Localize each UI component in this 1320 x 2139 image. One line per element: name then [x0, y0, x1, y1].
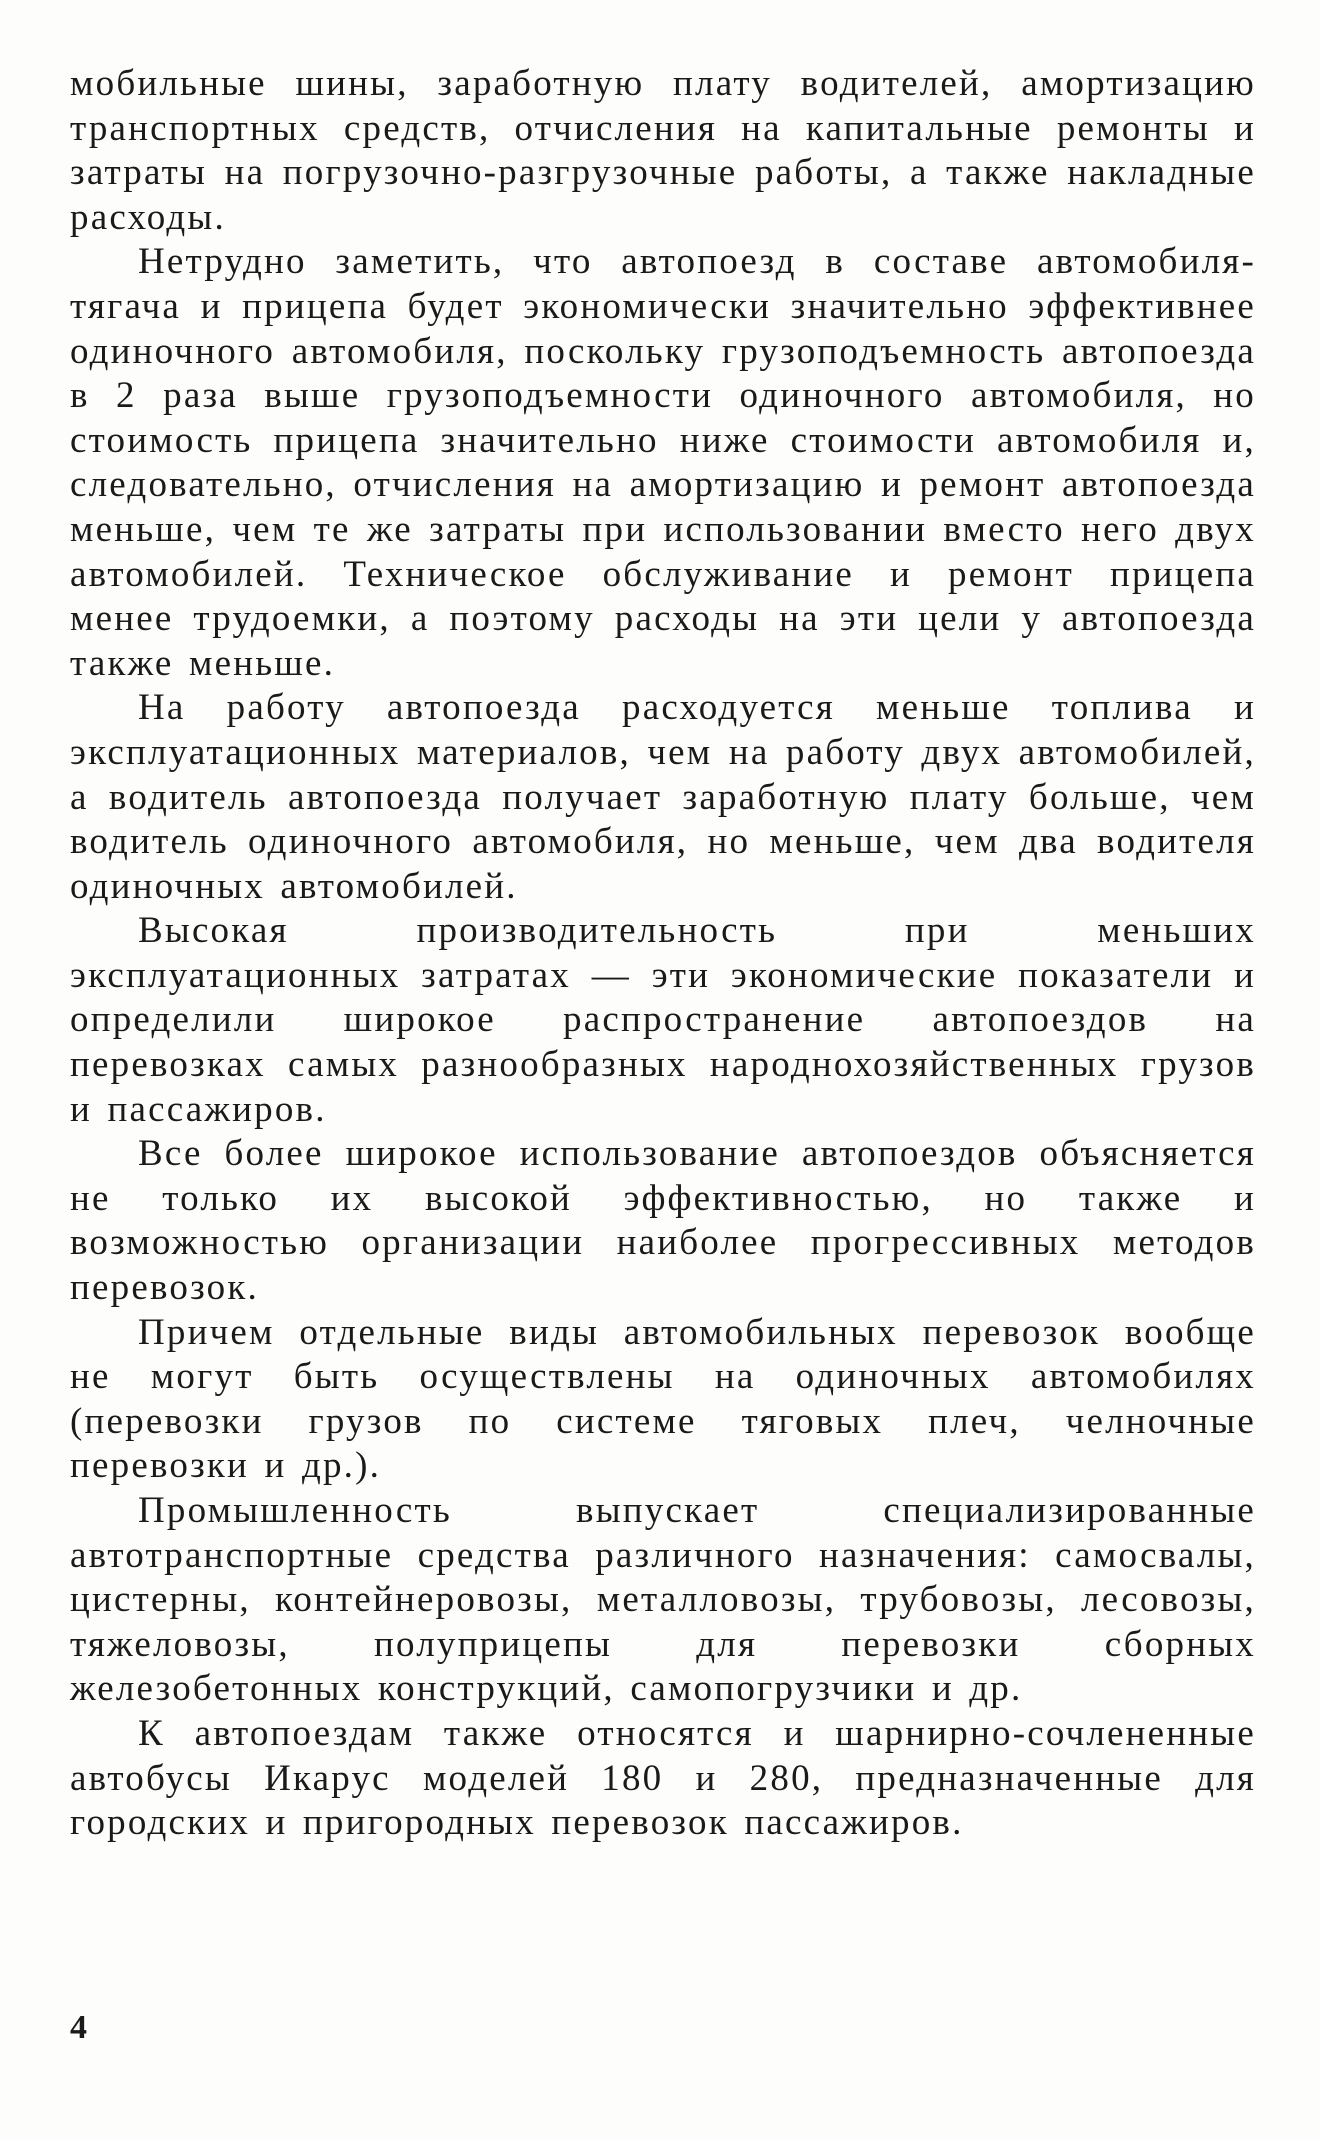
paragraph-4: Высокая производительность при меньших эксплуатационных затратах — эти экономические показатели и определили широкое распространение автопоездов на перевозках самых разнообразных народнохозяйственных грузов и пассажиров. — [70, 910, 1256, 1130]
paragraph-5: Все более широкое использование автопоездов объясняется не только их высокой эффективностью, но также и возможностью организации наиболее прогрессивных методов перевозок. — [70, 1133, 1256, 1309]
page-number: 4 — [70, 2009, 87, 2046]
paragraph-7: Промышленность выпускает специализированные автотранспортные средства различного назначения: самосвалы, цистерны, контейнеровозы, металловозы, трубовозы, лесовозы, тяжеловозы, полуприцепы для перевозки сборных железобетонных конструкций, самопогрузчики и др. — [70, 1490, 1256, 1710]
paragraph-1: мобильные шины, заработную плату водителей, амортизацию транспортных средств, отчисления на капитальные ремонты и затраты на погрузочно-разгрузочные работы, а также накладные расходы. — [70, 63, 1256, 238]
paragraph-3: На работу автопоезда расходуется меньше топлива и эксплуатационных материалов, чем на работу двух автомобилей, а водитель автопоезда получает заработную плату больше, чем водитель одиночного автомобиля, но меньше, чем два водителя одиночных автомобилей. — [70, 687, 1256, 907]
paragraph-2: Нетрудно заметить, что автопоезд в составе автомобиля-тягача и прицепа будет экономически значительно эффективнее одиночного автомобиля, поскольку грузоподъемность автопоезда в 2 раза выше грузоподъемности одиночного автомобиля, но стоимость прицепа значительно ниже стоимости автомобиля и, следовательно, отчисления на амортизацию и ремонт автопоезда меньше, чем те же затраты при использовании вместо него двух автомобилей. Техническое обслуживание и ремонт прицепа менее трудоемки, а поэтому расходы на эти цели у автопоезда также меньше. — [70, 241, 1256, 684]
paragraph-8: К автопоездам также относятся и шарнирно-сочлененные автобусы Икарус моделей 180 и 280, предназначенные для городских и пригородных перевозок пассажиров. — [70, 1712, 1256, 1844]
paragraph-6: Причем отдельные виды автомобильных перевозок вообще не могут быть осуществлены на одиночных автомобилях (перевозки грузов по системе тяговых плеч, челночные перевозки и др.). — [70, 1311, 1256, 1487]
body-text — [70, 62, 1256, 1846]
